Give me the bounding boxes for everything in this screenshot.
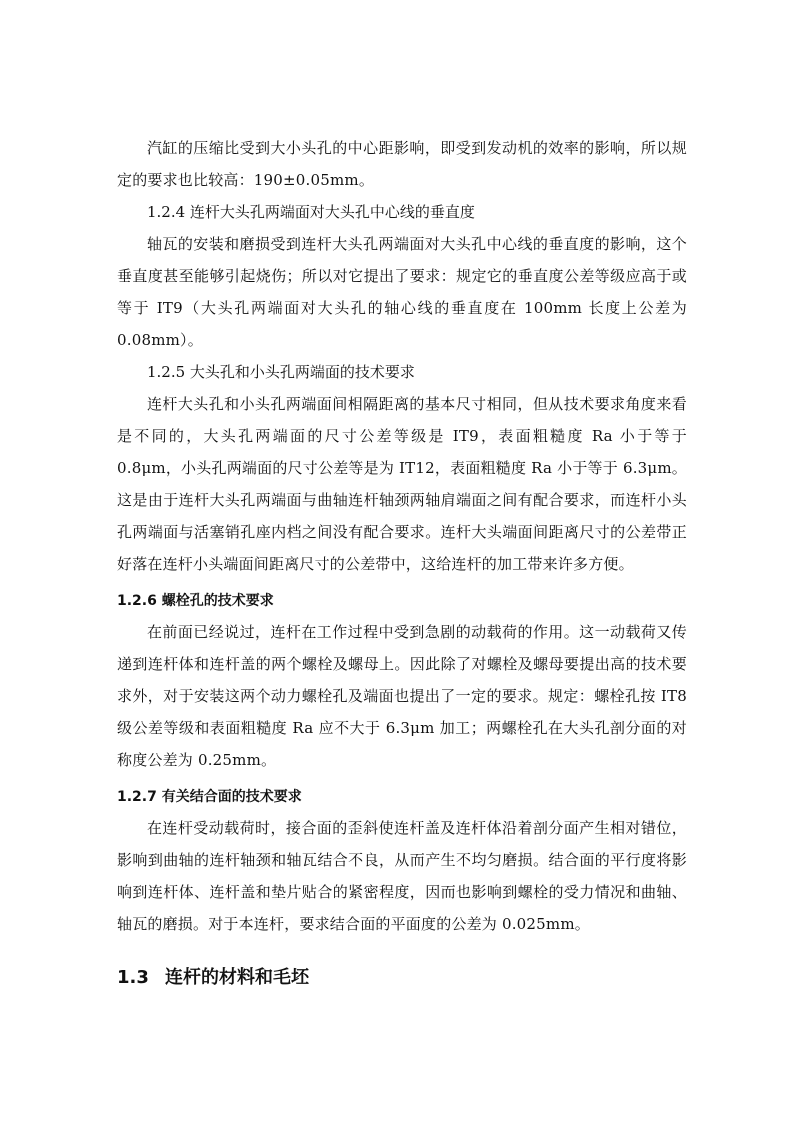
paragraph-end-face-requirements: 连杆大头孔和小头孔两端面间相隔距离的基本尺寸相同，但从技术要求角度来看是不同的，大头孔两端面的尺寸公差等级是 IT9，表面粗糙度 Ra 小于等于 0.8μm，小头孔两端面的尺寸公差等是为 IT12，表面粗糙度 Ra 小于等于 6.3μm。这是由于连杆大头孔两端面与曲轴连杆轴颈两轴肩端面之间有配合要求，而连杆小头孔两端面与活塞销孔座内档之间没有配合要求。连杆大头端面间距离尺寸的公差带正好落在连杆小头端面间距离尺寸的公差带中，这给连杆的加工带来许多方便。 xyxy=(117,395,687,573)
paragraph-perpendicularity: 轴瓦的安装和磨损受到连杆大头孔两端面对大头孔中心线的垂直度的影响，这个垂直度甚至能够引起烧伤；所以对它提出了要求：规定它的垂直度公差等级应高于或等于 IT9（大头孔两端面对大头孔的轴心线的垂直度在 100mm 长度上公差为 0.08mm）。 xyxy=(117,235,687,349)
heading-1-3-number: 1.3 xyxy=(117,967,149,988)
heading-1-2-5: 1.2.5 大头孔和小头孔两端面的技术要求 xyxy=(147,363,415,381)
paragraph-compression-ratio: 汽缸的压缩比受到大小头孔的中心距影响，即受到发动机的效率的影响，所以规定的要求也比较高：190±0.05mm。 xyxy=(117,139,687,189)
heading-1-3-title: 连杆的材料和毛坯 xyxy=(165,967,309,988)
paragraph-joint-surface: 在连杆受动载荷时，接合面的歪斜使连杆盖及连杆体沿着剖分面产生相对错位，影响到曲轴的连杆轴颈和轴瓦结合不良，从而产生不均匀磨损。结合面的平行度将影响到连杆体、连杆盖和垫片贴合的紧密程度，因而也影响到螺栓的受力情况和曲轴、轴瓦的磨损。对于本连杆，要求结合面的平面度的公差为 0.025mm。 xyxy=(117,819,687,933)
paragraph-bolt-hole: 在前面已经说过，连杆在工作过程中受到急剧的动载荷的作用。这一动载荷又传递到连杆体和连杆盖的两个螺栓及螺母上。因此除了对螺栓及螺母要提出高的技术要求外，对于安装这两个动力螺栓孔及端面也提出了一定的要求。规定：螺栓孔按 IT8 级公差等级和表面粗糙度 Ra 应不大于 6.3μm 加工；两螺栓孔在大头孔剖分面的对称度公差为 0.25mm。 xyxy=(117,623,687,769)
heading-1-2-7: 1.2.7 有关结合面的技术要求 xyxy=(117,789,302,805)
heading-1-2-4: 1.2.4 连杆大头孔两端面对大头孔中心线的垂直度 xyxy=(147,203,475,221)
page-body xyxy=(117,132,687,996)
heading-1-3 xyxy=(117,940,687,996)
heading-1-2-6: 1.2.6 螺栓孔的技术要求 xyxy=(117,593,274,609)
